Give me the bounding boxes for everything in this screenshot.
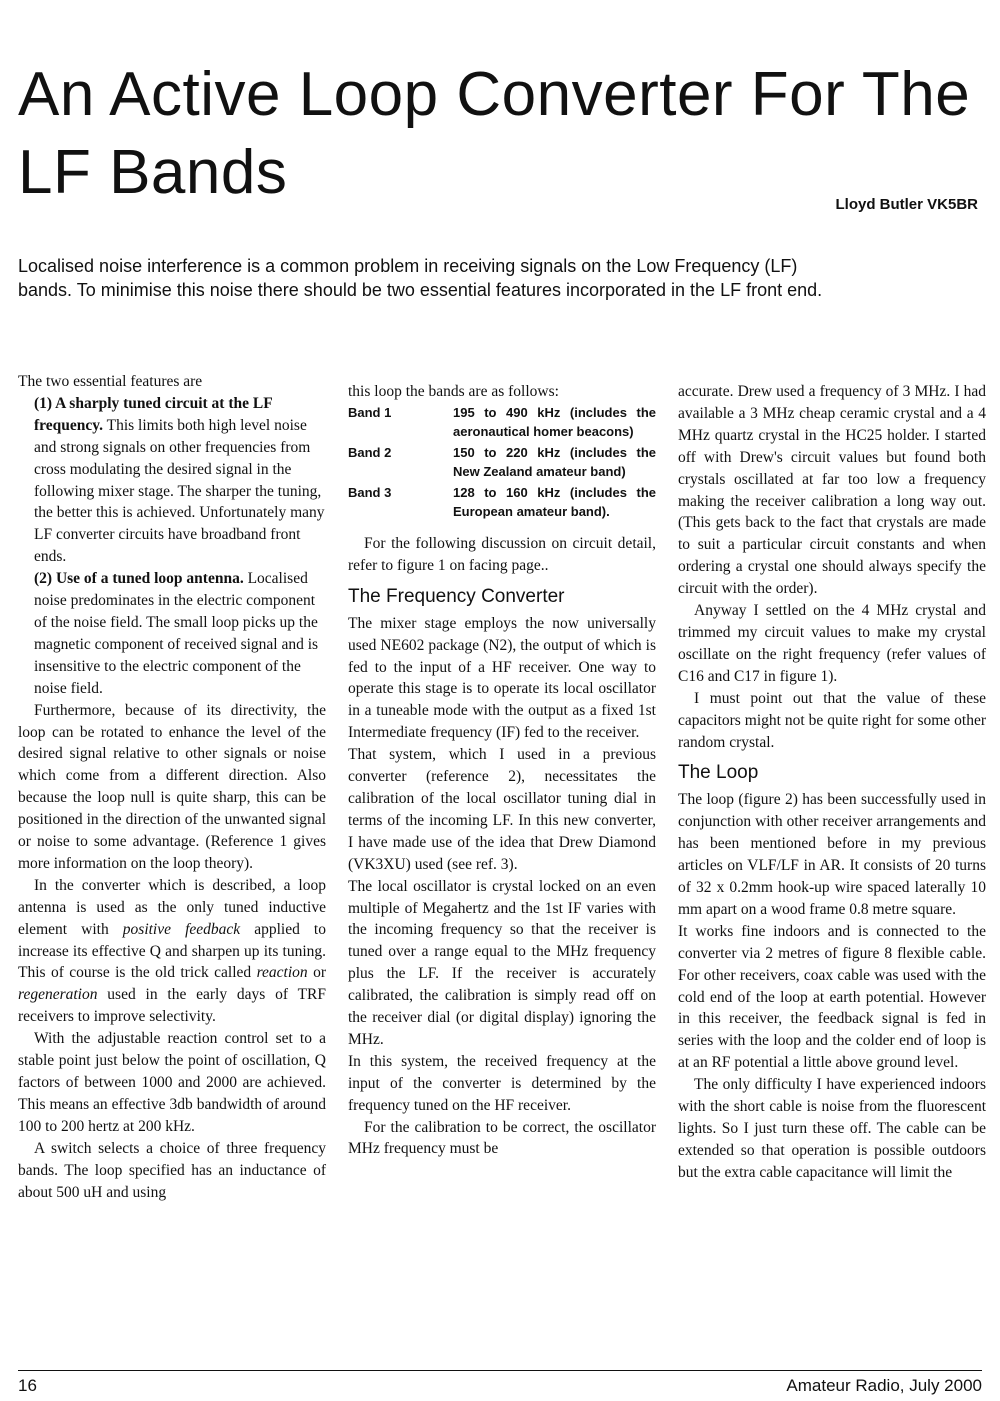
band-label: Band 1 [348, 404, 392, 420]
italic-run: positive feedback [122, 920, 241, 938]
paragraph: I must point out that the value of these capacitors might not be quite right for some other random crystal. [678, 689, 986, 751]
paragraph: Anyway I settled on the 4 MHz crystal and trimmed my circuit values to make my crystal oscillate on the right frequency (refer values of C16 and C17 in figure 1). [678, 602, 986, 685]
band-desc: 195 to 490 kHz (includes the aeronautical homer beacons) [453, 404, 656, 439]
footer-rule [18, 1370, 982, 1371]
author-byline: Lloyd Butler VK5BR [835, 196, 978, 213]
paragraph [18, 875, 326, 1028]
section-heading: The Frequency Converter [348, 585, 565, 607]
italic-run: reaction [256, 964, 308, 982]
feature-1-heading: (1) A sharply tuned circuit at the LF frequency. [34, 394, 273, 434]
paragraph: The two essential features are [18, 373, 203, 390]
intro-paragraph: Localised noise interference is a common problem in receiving signals on the Low Frequency (LF) bands. To minimise this noise there should be two essential features incorporated in the LF front end. [18, 256, 823, 300]
band-desc: 128 to 160 kHz (includes the European amateur band). [453, 484, 656, 519]
feature-2 [34, 568, 326, 699]
paragraph: The local oscillator is crystal locked on an even multiple of Megahertz and the 1st IF varies with the incoming frequency so that the receiver is tuned over a range equal to the MHz frequency plus the LF. If the receiver is accurately calibrated, the calibration is simply read off on the receiver dial (or digital display) ignoring the MHz. [348, 877, 656, 1048]
article-title: An Active Loop Converter For The LF Bands [18, 60, 971, 207]
publication-info: Amateur Radio, July 2000 [786, 1376, 982, 1395]
paragraph: Furthermore, because of its directivity, the loop can be rotated to enhance the level of the desired signal relative to other signals or noise which come from a different direction. Also because the loop null is quite sharp, this can be positioned in the direction of the unwanted signal or noise to some advantage. (Reference 1 gives more information on the loop theory). [18, 701, 326, 872]
paragraph: In this system, the received frequency at the input of the converter is determined by the frequency tuned on the HF receiver. [348, 1052, 656, 1114]
feature-1 [34, 393, 326, 568]
band-desc: 150 to 220 kHz (includes the New Zealand amateur band) [453, 444, 656, 479]
paragraph: The mixer stage employs the now universally used NE602 package (N2), the output of which is fed to the input of a HF receiver. One way to operate this stage is to operate its local oscillator in a tuneable mode with the output as a fixed 1st Intermediate frequency (IF) fed to the receiver. [348, 614, 656, 742]
text-run: applied to increase its effective Q and sharpen up its tuning. This of course is the old trick called [18, 920, 326, 982]
band-row [348, 443, 656, 483]
text-run: used in the early days of TRF receivers to improve selectivity. [18, 986, 326, 1026]
paragraph: For the calibration to be correct, the oscillator MHz frequency must be [348, 1118, 656, 1158]
feature-1-text: This limits both high level noise and strong signals on other frequencies from cross modulating the desired signal in the following mixer stage. The sharper the tuning, the better this is achieved. Unfortunately many LF converter circuits have broadband front ends. [34, 416, 325, 566]
paragraph: That system, which I used in a previous converter (reference 2), necessitates the calibration of the local oscillator tuning dial in terms of the incoming LF. In this new converter, I have made use of the idea that Drew Diamond (VK3XU) used (see ref. 3). [348, 746, 656, 873]
paragraph: The loop (figure 2) has been successfully used in conjunction with other receiver arrangements and has been mentioned before in my previous articles on VLF/LF in AR. It consists of 20 turns of 32 x 0.2mm hook-up wire spaced laterally 10 mm apart on a wood frame 0.8 metre square. [678, 791, 986, 918]
paragraph: The only difficulty I have experienced indoors with the short cable is noise from the fluorescent lights. So I just turn these off. The cable can be extended so that operation is possible outdoors but the extra cable capacitance will limit the [678, 1076, 986, 1181]
feature-2-text: Localised noise predominates in the electric component of the noise field. The small loop picks up the magnetic component of received signal and is insensitive to the electric component of the noise field. [34, 570, 319, 697]
paragraph: With the adjustable reaction control set to a stable point just below the point of oscillation, Q factors of between 1000 and 2000 are achieved. This means an effective 3db bandwidth of around 100 to 200 hertz at 200 kHz. [18, 1030, 326, 1135]
band-row [348, 403, 656, 443]
section-heading: The Loop [678, 762, 759, 784]
band-label: Band 2 [348, 444, 392, 460]
page-number: 16 [18, 1376, 37, 1395]
band-row [348, 483, 656, 523]
feature-2-heading: (2) Use of a tuned loop antenna. [34, 570, 244, 588]
column-3 [678, 381, 986, 1184]
text-run: In the converter which is described, a loop antenna is used as the only tuned inductive element with [18, 876, 326, 938]
column-1 [18, 371, 326, 1203]
paragraph: For the following discussion on circuit detail, refer to figure 1 on facing page.. [348, 534, 656, 574]
paragraph: It works fine indoors and is connected to the converter via 2 metres of figure 8 flexible cable. For other receivers, coax cable was used with the cold end of the loop at earth potential. However in this receiver, the feedback signal is fed in series with the loop and the colder end of loop is at an RF potential a little above ground level. [678, 922, 986, 1072]
bands-table [348, 403, 656, 523]
text-run: or [307, 964, 326, 982]
column-2 [348, 381, 656, 1160]
paragraph: this loop the bands are as follows: [348, 383, 559, 400]
paragraph: A switch selects a choice of three frequency bands. The loop specified has an inductance of about 500 uH and using [18, 1139, 326, 1201]
band-label: Band 3 [348, 484, 392, 500]
paragraph: accurate. Drew used a frequency of 3 MHz. I had available a 3 MHz cheap ceramic crystal and a 4 MHz quartz crystal in the HC25 holder. I started off with Drew's circuit values but found both crystals oscillated at far too low a frequency making the receiver calibration a long way out. (This gets back to the fact that crystals are made to suit a particular circuit constants and when ordering a crystal one should always specify the circuit with the order). [678, 383, 986, 598]
italic-run: regeneration [18, 986, 98, 1004]
